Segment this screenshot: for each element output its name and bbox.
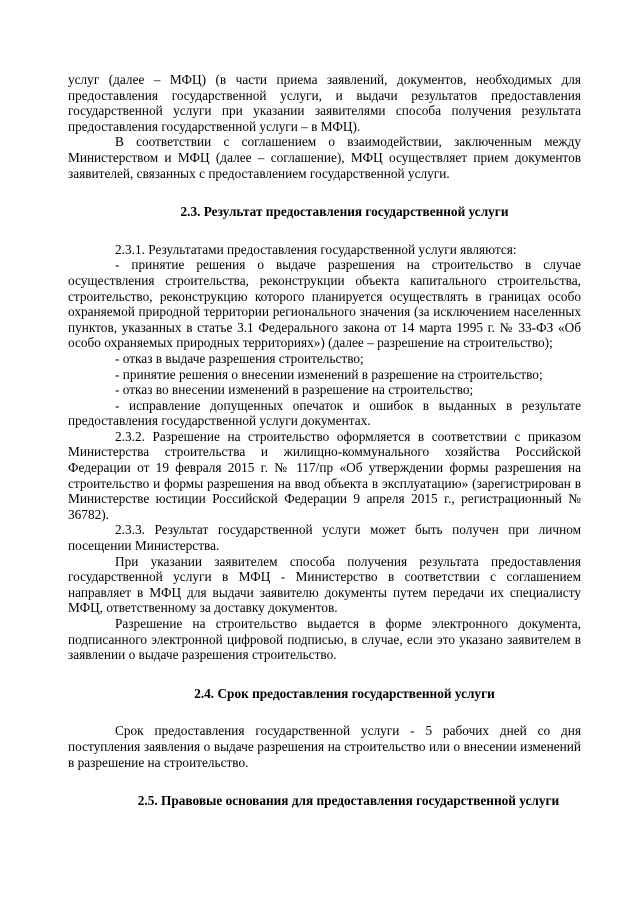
section-2-3-paragraph: 2.3.1. Результатами предоставления государственной услуги являются: [115,241,517,257]
section-2-4-heading: 2.4. Срок предоставления государственной услуги [194,685,495,701]
section-2-4-paragraph: Срок предоставления государственной услуги - 5 рабочих дней со дня поступления заявления о выдаче разрешения на строительство или о внесении изменений в разрешение на строительство. [68,723,581,770]
section-2-3-heading: 2.3. Результат предоставления государственной услуги [180,204,509,220]
section-2-3-list-item: - принятие решения о выдаче разрешения на строительство в случае осуществления строительства, реконструкции объекта капитального строительства, строительство, реконструкцию которого планируется осуществлять в границах особо охраняемой природной территории регионального значения (за исключением населенных пунктов, указанных в статье 3.1 Федерального закона от 14 марта 1995 г. № 33-ФЗ «Об особо охраняемых природных территориях») (далее – разрешение на строительство); [68,257,581,351]
section-2-3-paragraph: 2.3.2. Разрешение на строительство оформляется в соответствии с приказом Министерства строительства и жилищно-коммунального хозяйства Российской Федерации от 19 февраля 2015 г. № 117/пр «Об утверждении формы разрешения на строительство и формы разрешения на ввод объекта в эксплуатацию» (зарегистрирован в Министерстве юстиции Российской Федерации 9 апреля 2015 г., регистрационный № 36782). [68,428,581,522]
section-2-3-list-item: - отказ во внесении изменений в разрешение на строительство; [115,382,474,398]
section-2-3-paragraph: 2.3.3. Результат государственной услуги может быть получен при личном посещении Министерства. [68,522,581,554]
intro-paragraph-2: В соответствии с соглашением о взаимодействии, заключенным между Министерством и МФЦ (далее – соглашение), МФЦ осуществляет прием документов заявителей, связанных с предоставлением государственной услуги. [68,134,581,181]
section-2-5-heading: 2.5. Правовые основания для предоставления государственной услуги [137,793,560,809]
intro-paragraph-1: услуг (далее – МФЦ) (в части приема заявлений, документов, необходимых для предоставления государственной услуги, и выдачи результатов предоставления государственной услуги при указании заявителями способа получения результата предоставления государственной услуги – в МФЦ). [68,72,581,134]
section-2-3-paragraph: Разрешение на строительство выдается в форме электронного документа, подписанного электронной цифровой подписью, в случае, если это указано заявителем в заявлении о выдаче разрешения строительство. [68,616,581,663]
document-page [68,72,581,809]
section-2-3-list-item: - отказ в выдаче разрешения строительство; [115,350,364,366]
section-2-3-paragraph: При указании заявителем способа получения результата предоставления государственной услуги в МФЦ - Министерство в соответствии с соглашением направляет в МФЦ для выдачи заявителю документы путем передачи их специалисту МФЦ, ответственному за доставку документов. [68,553,581,616]
section-2-3-list-item: - исправление допущенных опечаток и ошибок в выданных в результате предоставления государственной услуги документах. [68,397,581,429]
section-2-3-list-item: - принятие решения о внесении изменений в разрешение на строительство; [115,366,543,382]
